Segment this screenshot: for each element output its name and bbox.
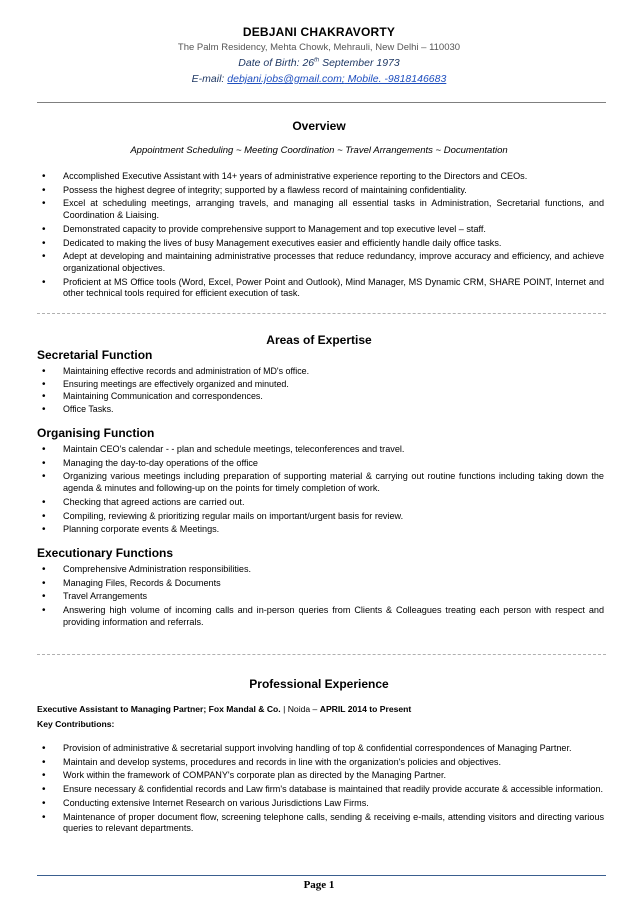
job-dates: APRIL 2014 to Present [319, 704, 412, 714]
overview-list [37, 171, 604, 302]
overview-heading: Overview [292, 119, 346, 133]
list-item: • Checking that agreed actions are carried out. [37, 497, 604, 509]
list-item: • Organizing various meetings including preparation of supporting material & carrying out routine functions including taking down the agenda & minutes and following-up on the points for timely completion of work. [37, 471, 604, 494]
dob-superscript: th [314, 57, 320, 64]
list-item: • Compiling, reviewing & prioritizing regular mails on important/urgent basis for review. [37, 511, 604, 523]
header-divider [37, 102, 606, 103]
list-item: • Adept at developing and maintaining administrative processes that reduce redundancy, improve accuracy and efficiency, and achieve organizational objectives. [37, 251, 604, 274]
list-item: • Maintaining effective records and administration of MD's office. [37, 366, 604, 377]
list-item: • Proficient at MS Office tools (Word, Excel, Power Point and Outlook), Mind Manager, MS Dynamic CRM, SHARE POINT, Internet and other technical tools required for efficient execution of task. [37, 277, 604, 300]
page-number: Page 1 [303, 879, 335, 891]
secretarial-list [37, 366, 604, 417]
list-item: • Maintenance of proper document flow, screening telephone calls, sending & receiving e-mails, attending visitors and directing various queries to relevant departments. [37, 812, 604, 835]
list-item: • Answering high volume of incoming calls and in-person queries from Clients & Colleagues treating each person with respect and providing information and referrals. [37, 605, 604, 628]
date-of-birth [0, 57, 638, 69]
organising-heading: Organising Function [37, 426, 155, 440]
experience-heading: Professional Experience [249, 677, 389, 691]
email-label: E-mail: [191, 73, 228, 85]
list-item: • Managing Files, Records & Documents [37, 578, 604, 590]
mobile-link[interactable]: Mobile. -9818146683 [344, 73, 447, 85]
overview-tagline: Appointment Scheduling ~ Meeting Coordination ~ Travel Arrangements ~ Documentation [130, 145, 508, 156]
section-divider [37, 313, 606, 314]
contact-line [0, 73, 638, 85]
list-item: • Ensure necessary & confidential records and Law firm's database is maintained that readily provide accurate & accessible information. [37, 784, 604, 796]
list-item: • Provision of administrative & secretarial support involving handling of top & confidential correspondences of Managing Partner. [37, 743, 604, 755]
dob-prefix: Date of Birth: 26 [238, 57, 315, 69]
secretarial-heading: Secretarial Function [37, 348, 153, 362]
list-item: • Conducting extensive Internet Research on various Jurisdictions Law Firms. [37, 798, 604, 810]
experience-list [37, 743, 604, 837]
dob-suffix: September 1973 [319, 57, 400, 69]
list-item: • Office Tasks. [37, 404, 604, 415]
executionary-heading: Executionary Functions [37, 546, 174, 560]
list-item: • Comprehensive Administration responsibilities. [37, 564, 604, 576]
job-location: | Noida – [280, 704, 320, 714]
email-link[interactable]: debjani.jobs@gmail.com; [227, 73, 345, 85]
list-item: • Ensuring meetings are effectively organized and minuted. [37, 379, 604, 390]
footer-divider [37, 875, 606, 876]
list-item: • Work within the framework of COMPANY's corporate plan as directed by the Managing Partner. [37, 770, 604, 782]
organising-list [37, 444, 604, 538]
list-item: • Maintain CEO's calendar - - plan and schedule meetings, teleconferences and travel. [37, 444, 604, 456]
address-line: The Palm Residency, Mehta Chowk, Mehrauli, New Delhi – 110030 [177, 42, 461, 53]
expertise-heading: Areas of Expertise [266, 333, 372, 347]
list-item: • Managing the day-to-day operations of the office [37, 458, 604, 470]
candidate-name: DEBJANI CHAKRAVORTY [242, 25, 396, 39]
list-item: • Dedicated to making the lives of busy Management executives easier and efficiently handle daily office tasks. [37, 238, 604, 250]
list-item: • Maintain and develop systems, procedures and records in line with the organization's policies and objectives. [37, 757, 604, 769]
list-item: • Accomplished Executive Assistant with 14+ years of administrative experience reporting to the Directors and CEOs. [37, 171, 604, 183]
list-item: • Planning corporate events & Meetings. [37, 524, 604, 536]
executionary-list [37, 564, 604, 631]
key-contributions-label: Key Contributions: [37, 719, 115, 729]
list-item: • Maintaining Communication and correspondences. [37, 391, 604, 402]
job-title: Executive Assistant to Managing Partner; Fox Mandal & Co. [37, 704, 281, 714]
job-title-line [37, 704, 411, 714]
list-item: • Possess the highest degree of integrity; supported by a flawless record of maintaining confidentiality. [37, 185, 604, 197]
list-item: • Travel Arrangements [37, 591, 604, 603]
section-divider [37, 654, 606, 655]
list-item: • Demonstrated capacity to provide comprehensive support to Management and top executive level – staff. [37, 224, 604, 236]
list-item: • Excel at scheduling meetings, arranging travels, and managing all essential tasks in Administration, Secretarial functions, and Coordination & Liaising. [37, 198, 604, 221]
